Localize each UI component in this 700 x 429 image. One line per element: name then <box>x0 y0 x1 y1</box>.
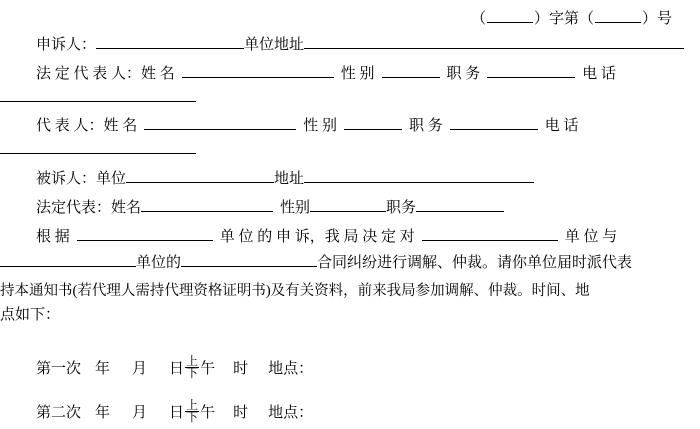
respondent-unit-blank[interactable] <box>126 182 274 183</box>
line-session-first <box>36 356 313 379</box>
session-first-place: 地点： <box>268 361 314 377</box>
line-representative <box>36 117 579 135</box>
legal-rep-gender-blank[interactable] <box>382 77 440 78</box>
document-number-line <box>0 10 700 28</box>
header-blank-2[interactable] <box>595 22 641 23</box>
line-respondent-legal-rep <box>36 199 504 217</box>
header-zi-di: ）字第（ <box>533 11 594 27</box>
rep-phone-blank[interactable] <box>0 153 196 154</box>
session-second-xia: 下 <box>186 410 199 424</box>
applicant-blank[interactable] <box>96 48 244 49</box>
resp-legal-rep-title-label: 职务 <box>386 200 417 216</box>
session-second-hour: 时 <box>233 405 249 421</box>
rep-phone-label: 电 话 <box>544 118 579 134</box>
body-blank-3[interactable] <box>0 266 136 267</box>
session-first-month: 月 <box>132 361 148 377</box>
legal-rep-phone-label: 电 话 <box>582 66 617 82</box>
resp-legal-rep-gender-label: 性别 <box>280 200 311 216</box>
legal-rep-name-label: 法 定 代 表 人：姓 名 <box>36 66 175 82</box>
session-first-wu: 午 <box>200 361 216 377</box>
body-text-1: 单 位 的 申 诉，我 局 决 定 对 <box>219 229 415 245</box>
line-session-second <box>36 400 313 423</box>
legal-rep-title-blank[interactable] <box>487 77 575 78</box>
body-blank-4[interactable] <box>181 266 317 267</box>
line-legal-rep <box>36 65 616 83</box>
session-first-shang: 上 <box>186 354 199 368</box>
rep-name-blank[interactable] <box>144 129 296 130</box>
applicant-address-blank[interactable] <box>304 48 684 49</box>
session-second-day: 日 <box>169 405 185 421</box>
respondent-address-label: 地址 <box>274 171 305 187</box>
body-text-2: 单 位 与 <box>564 229 618 245</box>
session-first-hour: 时 <box>233 361 249 377</box>
resp-legal-rep-name-blank[interactable] <box>141 211 273 212</box>
applicant-address-label: 单位地址 <box>244 37 305 53</box>
line-applicant <box>36 36 684 54</box>
resp-legal-rep-gender-blank[interactable] <box>310 211 386 212</box>
session-second-shang: 上 <box>186 398 199 412</box>
session-first-label: 第一次 <box>36 361 82 377</box>
legal-rep-gender-label: 性 别 <box>340 66 375 82</box>
header-blank-1[interactable] <box>487 22 533 23</box>
line-respondent <box>36 170 534 188</box>
rep-gender-blank[interactable] <box>344 129 402 130</box>
body-text-4: 合同纠纷进行调解、仲裁。请你单位届时派代表 <box>317 255 633 271</box>
rep-title-label: 职 务 <box>409 118 443 134</box>
line-body-2 <box>0 254 632 272</box>
respondent-address-blank[interactable] <box>304 182 534 183</box>
line-body-4: 点如下： <box>0 307 61 323</box>
header-open-paren: （ <box>470 11 486 27</box>
session-second-label: 第二次 <box>36 405 82 421</box>
session-second-year: 年 <box>95 405 111 421</box>
line-body-3: 持本通知书(若代理人需持代理资格证明书)及有关资料，前来我局参加调解、仲裁。时间、地 <box>0 283 590 299</box>
body-blank-2[interactable] <box>422 240 558 241</box>
applicant-label: 申诉人： <box>36 37 97 53</box>
rep-gender-label: 性 别 <box>303 118 338 134</box>
resp-legal-rep-title-blank[interactable] <box>416 211 504 212</box>
session-second-place: 地点： <box>268 405 314 421</box>
session-second-wu: 午 <box>200 405 216 421</box>
legal-rep-title-label: 职 务 <box>446 66 481 82</box>
line-body-1 <box>36 228 617 246</box>
legal-rep-phone-blank[interactable] <box>0 101 196 102</box>
rep-name-label: 代 表 人：姓 名 <box>36 118 138 134</box>
body-genju-label: 根 据 <box>36 229 70 245</box>
header-hao: ）号 <box>641 11 672 27</box>
rep-title-blank[interactable] <box>450 129 538 130</box>
session-second-month: 月 <box>132 405 148 421</box>
session-first-year: 年 <box>95 361 111 377</box>
session-second-ampm-toggle[interactable] <box>185 400 199 423</box>
session-first-ampm-toggle[interactable] <box>185 356 199 379</box>
respondent-unit-label: 被诉人：单位 <box>36 171 127 187</box>
resp-legal-rep-label: 法定代表：姓名 <box>36 200 142 216</box>
legal-rep-name-blank[interactable] <box>182 77 334 78</box>
body-text-3: 单位的 <box>136 255 182 271</box>
session-first-xia: 下 <box>186 366 199 380</box>
session-first-day: 日 <box>169 361 185 377</box>
body-blank-1[interactable] <box>77 240 213 241</box>
